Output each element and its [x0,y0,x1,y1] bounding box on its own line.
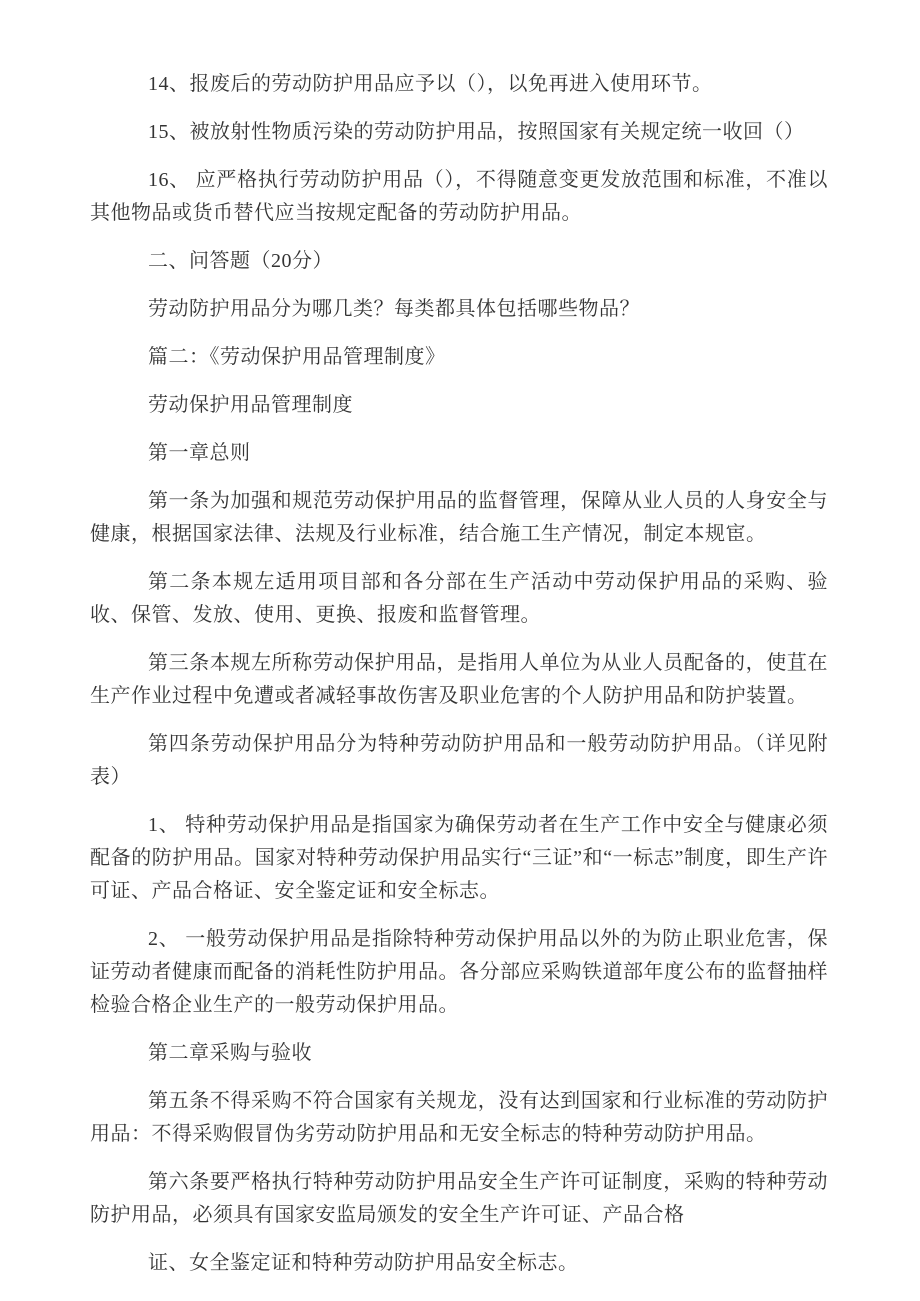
document-content [90,68,828,1280]
paragraph: 第一条为加强和规范劳动保护用品的监督管理，保障从业人员的人身安全与健康，根据国家法律、法规及行业标准，结合施工生产情况，制定本规宦。 [90,490,828,545]
paragraph: 二、问答题（20分） [148,250,333,272]
paragraph: 劳动防护用品分为哪几类？每类都具体包括哪些物品？ [148,298,640,320]
paragraph: 第二条本规左适用项目部和各分部在生产活动中劳动保护用品的采购、验收、保管、发放、使用、更换、报废和监督管理。 [90,571,828,626]
paragraph: 15、被放射性物质污染的劳动防护用品，按照国家有关规定统一收回（） [148,121,805,143]
paragraph: 第二章采购与验收 [148,1042,312,1064]
paragraph: 第五条不得采购不符合国家有关规龙，没有达到国家和行业标准的劳动防护用品：不得采购假冒伪劣劳动防护用品和无安全标志的特种劳动防护用品。 [90,1090,828,1145]
paragraph: 篇二：《劳动保护用品管理制度》 [148,346,446,368]
paragraph: 第一章总则 [148,442,251,464]
paragraph: 证、女全鉴定证和特种劳动防护用品安全标志。 [148,1252,579,1274]
paragraph: 14、报废后的劳动防护用品应予以（），以免再进入使用环节。 [148,73,713,95]
paragraph: 劳动保护用品管理制度 [148,394,353,416]
paragraph: 第六条要严格执行特种劳动防护用品安全生产许可证制度，采购的特种劳动防护用品，必须具有国家安监局颁发的安全生产许可证、产品合格 [90,1171,828,1226]
paragraph: 2、 一般劳动保护用品是指除特种劳动保护用品以外的为防止职业危害，保证劳动者健康而配备的消耗性防护用品。各分部应采购铁道部年度公布的监督抽样检验合格企业生产的一般劳动保护用品。 [90,928,828,1016]
paragraph: 第三条本规左所称劳动保护用品，是指用人单位为从业人员配备的，使苴在生产作业过程中免遭或者减轻事故伤害及职业危害的个人防护用品和防护装置。 [90,652,828,707]
paragraph: 16、 应严格执行劳动防护用品（），不得随意变更发放范围和标准，不准以其他物品或货币替代应当按规定配备的劳动防护用品。 [90,169,828,224]
paragraph: 1、 特种劳动保护用品是指国家为确保劳动者在生产工作中安全与健康必须配备的防护用品。国家对特种劳动保护用品实行“三证”和“一标志”制度，即生产许可证、产品合格证、安全鉴定证和安全标志。 [90,814,828,902]
paragraph: 第四条劳动保护用品分为特种劳动防护用品和一般劳动防护用品。（详见附表） [90,733,828,788]
